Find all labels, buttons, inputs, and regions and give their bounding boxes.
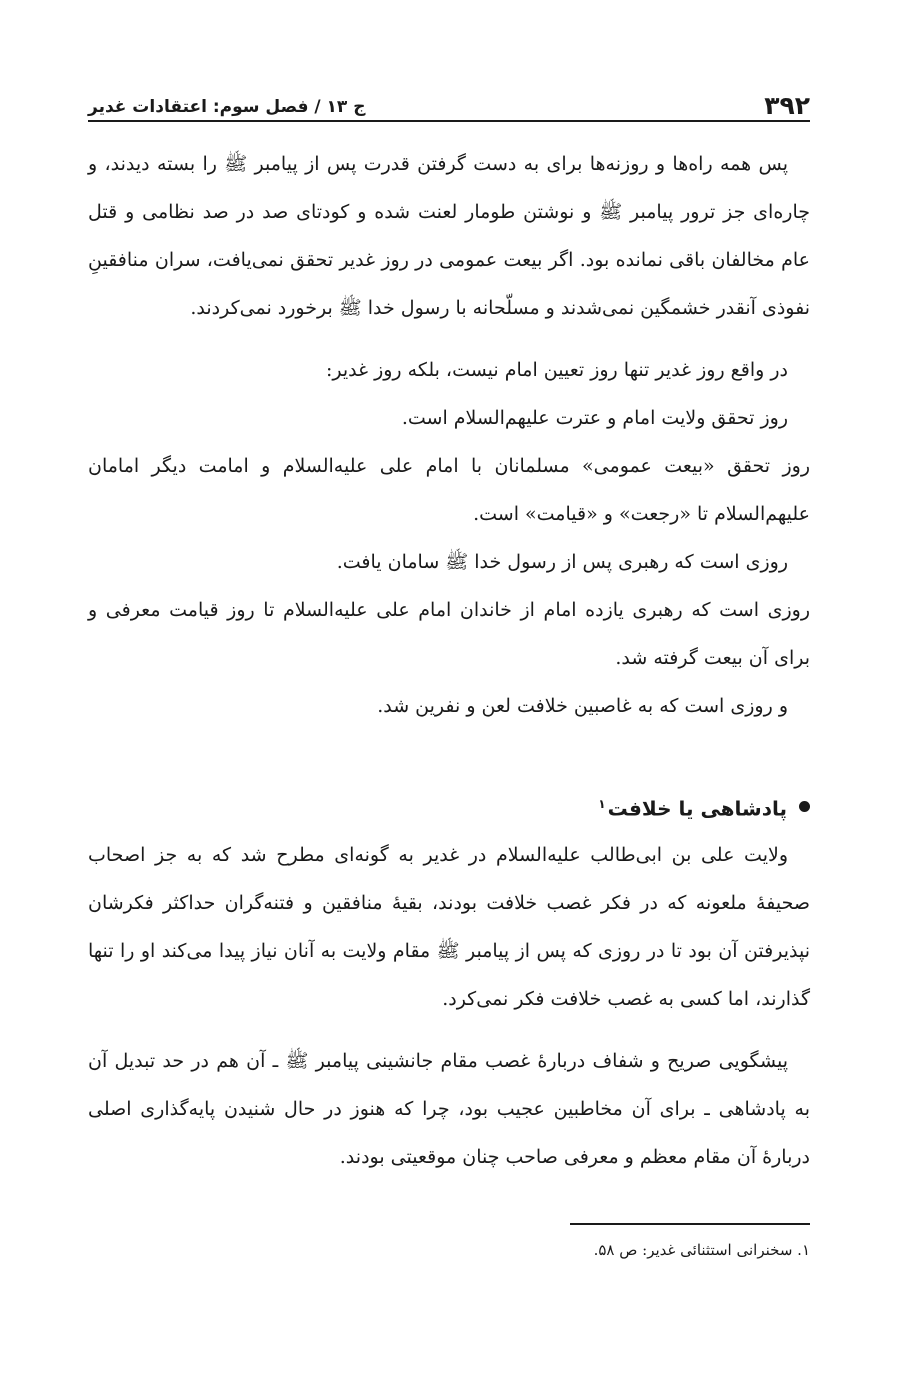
- paragraph-1: پس همه راه‌ها و روزنه‌ها برای به دست گرفتن قدرت پس از پیامبر ﷺ را بسته دیدند، و چاره‌ای جز ترور پیامبر ﷺ و نوشتن طومار لعنت شده و کودتای صد در صد نظامی و قتل عام مخالفان باقی نمانده بود. اگر بیعت عمومی در روز غدیر تحقق نمی‌یافت، سران منافقینِ نفوذی آنقدر خشمگین نمی‌شدند و مسلّحانه با رسول خدا ﷺ برخورد نمی‌کردند.: [88, 153, 810, 319]
- bullet-icon: [799, 801, 810, 812]
- paragraph-2: در واقع روز غدیر تنها روز تعیین امام نیست، بلکه روز غدیر:: [325, 359, 788, 381]
- section-heading: [88, 782, 810, 831]
- page-header: [88, 66, 810, 122]
- heading-footnote-marker: ۱: [598, 797, 606, 811]
- paragraph-4: روز تحقق «بیعت عمومی» مسلمانان با امام علی علیه‌السلام و امامت دیگر امامان علیهم‌السلام تا «رجعت» و «قیامت» است.: [88, 455, 810, 525]
- paragraph-7: و روزی است که به غاصبین خلافت لعن و نفرین شد.: [377, 695, 788, 717]
- page-body: [88, 140, 810, 1181]
- footnote-divider: [570, 1223, 810, 1225]
- page-number: ۳۹۲: [764, 91, 810, 120]
- footnote: ۱. سخنرانی استثنائی غدیر: ص ۵۸.: [593, 1240, 810, 1259]
- paragraph-5: روزی است که رهبری پس از رسول خدا ﷺ سامان یافت.: [336, 551, 788, 573]
- paragraph-8: ولایت علی بن ابی‌طالب علیه‌السلام در غدیر به گونه‌ای مطرح شد که به جز اصحاب صحیفهٔ ملعونه که در فکر غصب خلافت بودند، بقیهٔ منافقین و فتنه‌گران حداکثر فکرشان نپذیرفتن آن بود تا در روزی که پس از پیامبر ﷺ مقام ولایت به آنان نیاز پیدا می‌کند او را تنها گذارند، اما کسی به غصب خلافت فکر نمی‌کرد.: [88, 843, 810, 1010]
- running-head: ج ۱۳ / فصل سوم: اعتقادات غدیر: [88, 97, 366, 117]
- book-page: [88, 66, 810, 1265]
- paragraph-6: روزی است که رهبری یازده امام از خاندان امام علی علیه‌السلام تا روز قیامت معرفی و برای آن بیعت گرفته شد.: [88, 599, 810, 669]
- paragraph-3: روز تحقق ولایت امام و عترت علیهم‌السلام است.: [401, 407, 788, 429]
- paragraph-9: پیشگویی صریح و شفاف دربارهٔ غصب مقام جانشینی پیامبر ﷺ ـ آن هم در حد تبدیل آن به پادشاهی ـ برای آن مخاطبین عجیب بود، چرا که هنوز در حال شنیدن پایه‌گذاری اصلی دربارهٔ آن مقام معظم و معرفی صاحب چنان موقعیتی بودند.: [88, 1049, 810, 1168]
- heading-text: پادشاهی یا خلافت: [607, 796, 787, 821]
